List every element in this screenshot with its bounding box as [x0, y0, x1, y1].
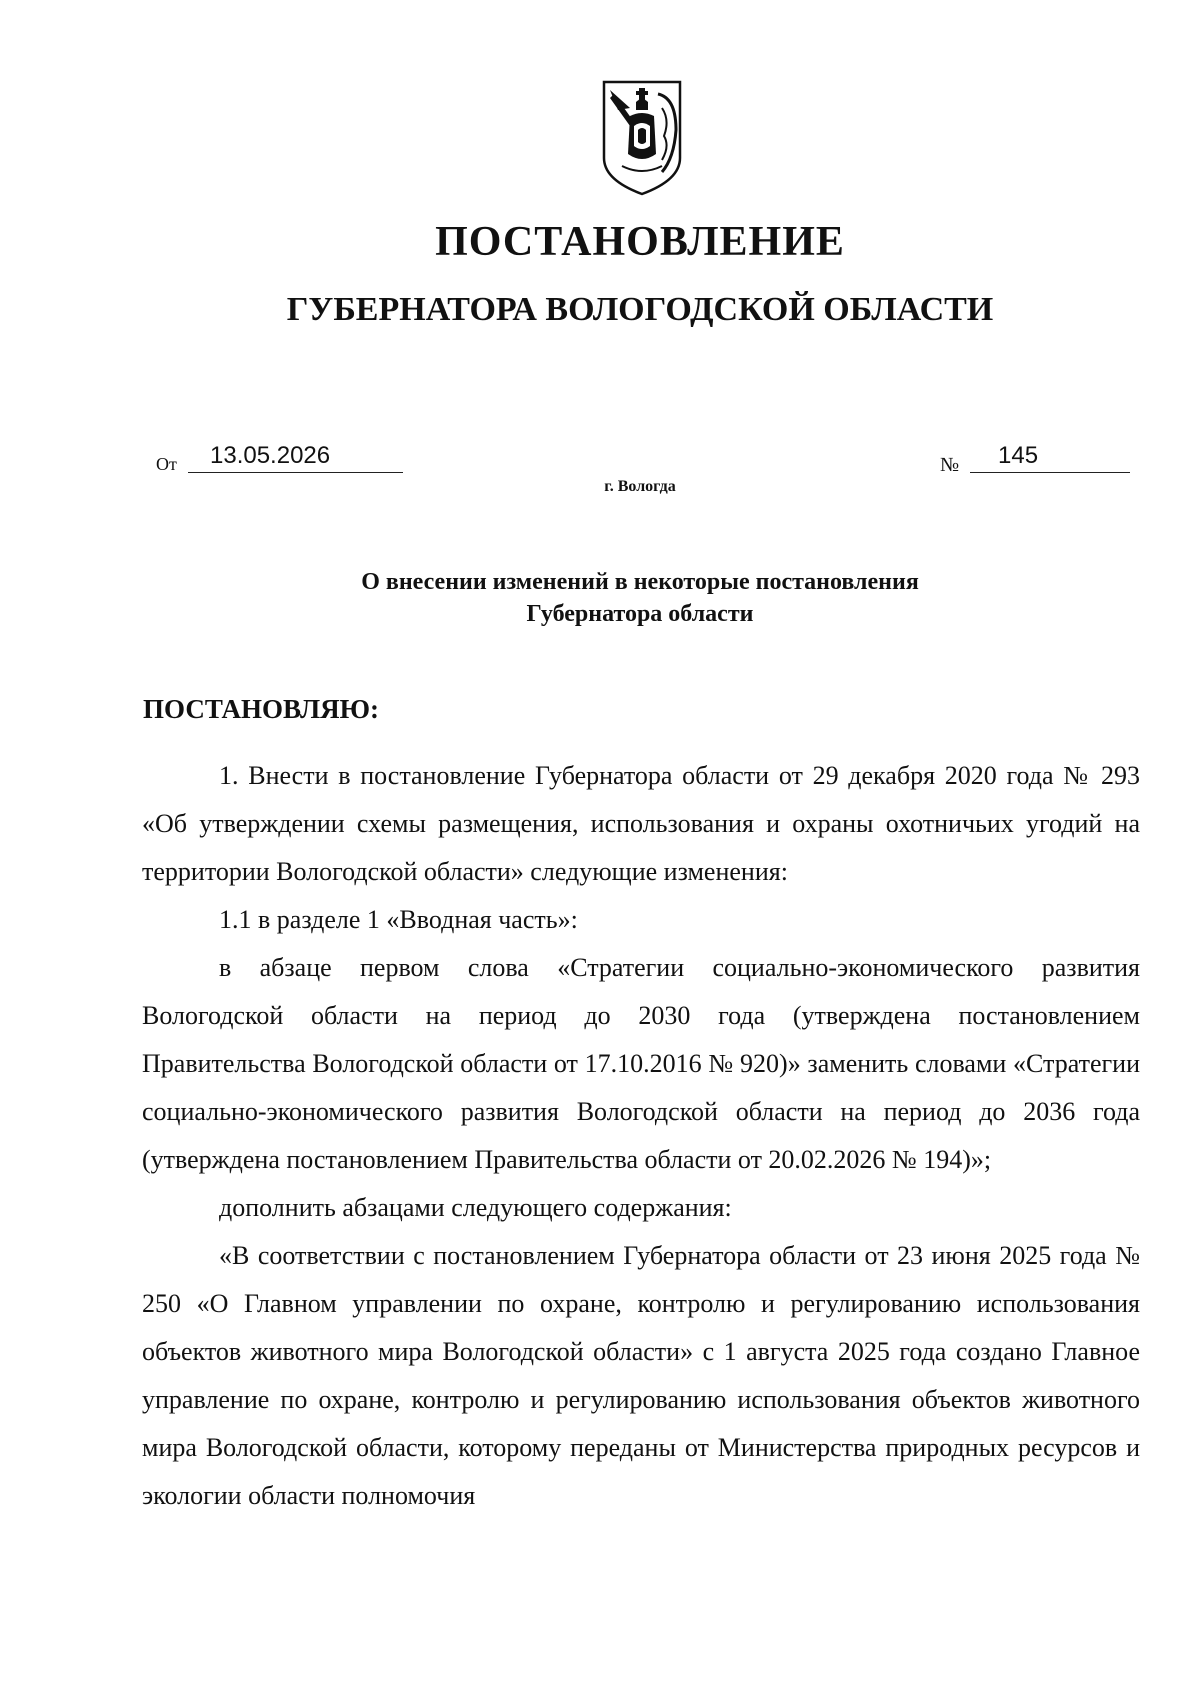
city-name: г. Вологда	[604, 478, 676, 495]
body-paragraph: «В соответствии с постановлением Губернатора области от 23 июня 2025 года № 250 «О Главном управлении по охране, контролю и регулированию использования объектов животного мира Вологодской области» с 1 августа 2025 года создано Главное управление по охране, контролю и регулированию использования объектов животного мира Вологодской области, которому переданы от Министерства природных ресурсов и экологии области полномочия	[142, 1241, 1140, 1510]
subject-line-2: Губернатора области	[526, 601, 754, 627]
number-label: №	[940, 454, 960, 476]
date-label: От	[156, 454, 177, 474]
date-field	[188, 442, 403, 473]
body-paragraph: 1. Внести в постановление Губернатора области от 29 декабря 2020 года № 293 «Об утверждении схемы размещения, использования и охраны охотничьих угодий на территории Вологодской области» следующие изменения:	[142, 761, 1140, 886]
document-subject	[40, 566, 1200, 630]
document-date: 13.05.2026	[210, 442, 331, 469]
body-paragraph: в абзаце первом слова «Стратегии социально-экономического развития Вологодской области на период до 2030 года (утверждена постановлением Правительства Вологодской области от 17.10.2016 № 920)» заменить словами «Стратегии социально-экономического развития Вологодской области на период до 2036 года (утверждена постановлением Правительства области от 20.02.2026 № 194)»;	[142, 953, 1140, 1174]
subject-line-1: О внесении изменений в некоторые постановления	[361, 569, 919, 595]
document-number: 145	[998, 442, 1039, 469]
body-paragraph: 1.1 в разделе 1 «Вводная часть»:	[219, 905, 578, 934]
number-field	[970, 442, 1130, 473]
issuer-title: ГУБЕРНАТОРА ВОЛОГОДСКОЙ ОБЛАСТИ	[286, 291, 994, 328]
document-body	[142, 752, 1140, 1520]
body-paragraph: дополнить абзацами следующего содержания:	[219, 1193, 732, 1222]
document-type-title: ПОСТАНОВЛЕНИЕ	[435, 219, 845, 265]
decree-heading: ПОСТАНОВЛЯЮ:	[143, 694, 379, 724]
document-meta-row	[0, 442, 1200, 482]
coat-of-arms-emblem	[600, 80, 684, 196]
